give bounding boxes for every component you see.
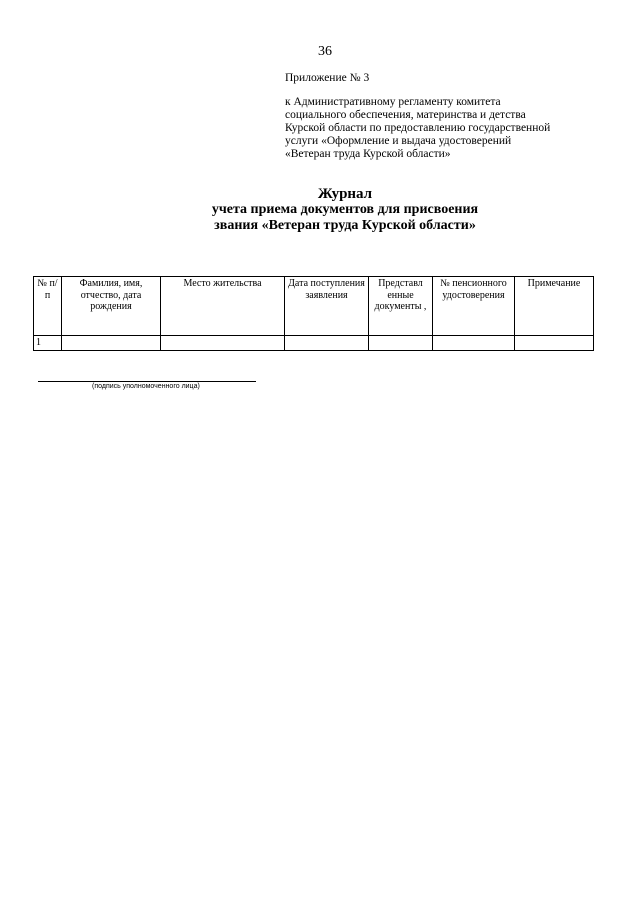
header-cell-note: Примечание [515,277,594,336]
title-line: звания «Ветеран труда Курской области» [214,218,476,233]
header-cell-residence: Место жительства [161,277,285,336]
table-cell [285,336,369,351]
header-cell-application-date: Дата поступления заявления [285,277,369,336]
appendix-line: социального обеспечения, материнства и детства [285,109,526,121]
appendix-line: услуги «Оформление и выдача удостоверений [285,135,512,147]
table-cell [62,336,161,351]
appendix-line: Курской области по предоставлению государственной [285,122,551,134]
table-cell [369,336,433,351]
table-header-row [34,277,594,336]
signature-caption: (подпись уполномоченного лица) [92,383,200,390]
header-cell-pension-id: № пенсионного удостоверения [433,277,515,336]
document-title [150,186,540,234]
table-cell: 1 [34,336,62,351]
title-line: Журнал [317,186,373,202]
appendix-line: «Ветеран труда Курской области» [285,148,451,160]
table-cell [515,336,594,351]
header-cell-number: № п/п [34,277,62,336]
appendix-label: Приложение № 3 [285,72,370,84]
table-cell [433,336,515,351]
signature-line [38,381,256,382]
journal-table [33,276,594,351]
page-number: 36 [318,44,332,59]
table-row [34,336,594,351]
table-cell [161,336,285,351]
header-cell-full-name: Фамилия, имя, отчество, дата рождения [62,277,161,336]
header-cell-documents: Представл енные документы , [369,277,433,336]
appendix-line: к Административному регламенту комитета [285,96,501,108]
title-line: учета приема документов для присвоения [211,202,479,217]
appendix-description [285,96,605,161]
